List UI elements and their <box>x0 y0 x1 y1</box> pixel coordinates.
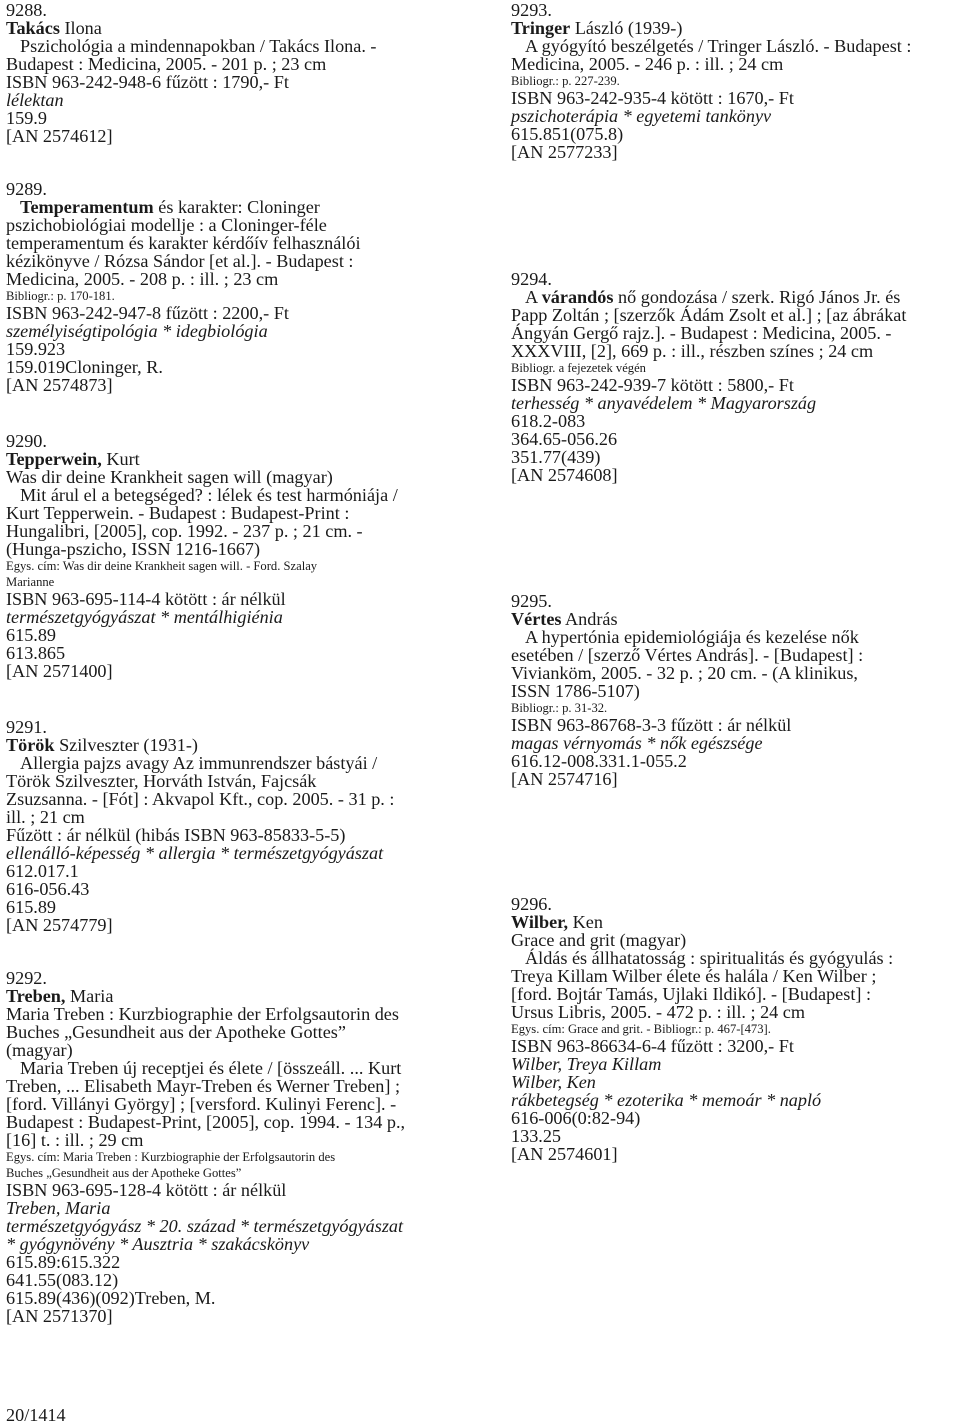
entry-number: 9294. <box>511 269 552 289</box>
entry-number: 9292. <box>6 968 47 988</box>
entry-text: Papp Zoltán ; [szerzők Ádám Zsolt et al.] ; [az ábrákat <box>511 305 907 325</box>
entry-class: 159.9 <box>6 108 47 128</box>
entry-an: [AN 2577233] <box>511 142 618 162</box>
entry-class: 351.77(439) <box>511 447 601 467</box>
entry-title: A várandós nő gondozása / szerk. Rigó János Jr. és <box>525 287 901 307</box>
entry-class: 615.89(436)(092)Treben, M. <box>6 1288 216 1308</box>
entry-text: [16] t. : ill. ; 29 cm <box>6 1130 144 1150</box>
entry-subject: rákbetegség * ezoterika * memoár * napló <box>511 1090 822 1110</box>
entry-text: pszichobiológiai modellje : a Cloninger-féle <box>6 215 327 235</box>
entry-text: Medicina, 2005. - 208 p. : ill. ; 23 cm <box>6 269 279 289</box>
entry-text: Ursus Libris, 2005. - 472 p. : ill. ; 24 cm <box>511 1002 806 1022</box>
entry-added-entry: Treben, Maria <box>6 1198 111 1218</box>
entry-author: Wilber, Ken <box>511 912 603 932</box>
entry-text: Treben, ... Elisabeth Mayr-Treben és Werner Treben] ; <box>6 1076 401 1096</box>
entry-subject: pszichoterápia * egyetemi tankönyv <box>511 106 772 126</box>
entry-number: 9295. <box>511 591 552 611</box>
entry-text: Treya Killam Wilber élete és halála / Ken Wilber ; <box>511 966 877 986</box>
entry-note: Egys. cím: Maria Treben : Kurzbiographie der Erfolgsautorin des <box>6 1150 336 1164</box>
catalog-entry-9288 <box>6 1 481 145</box>
entry-text: XXXVIII, [2], 669 p. : ill., részben színes ; 24 cm <box>511 341 874 361</box>
catalog-entry-9290 <box>6 432 481 680</box>
catalog-entry-9296 <box>511 895 956 1163</box>
catalog-entry-9295 <box>511 592 956 788</box>
entry-isbn: ISBN 963-86634-6-4 fűzött : 3200,- Ft <box>511 1036 794 1056</box>
entry-class: 615.89:615.322 <box>6 1252 121 1272</box>
entry-text: kézikönyve / Rózsa Sándor [et al.]. - Budapest : <box>6 251 354 271</box>
catalog-entry-9292 <box>6 969 481 1325</box>
entry-number: 9289. <box>6 179 47 199</box>
entry-an: [AN 2574779] <box>6 915 113 935</box>
entry-note: Bibliogr. a fejezetek végén <box>511 361 646 375</box>
entry-original-title: (magyar) <box>6 1040 73 1060</box>
entry-an: [AN 2574873] <box>6 375 113 395</box>
entry-title: Maria Treben új receptjei és élete / [összeáll. ... Kurt <box>20 1058 402 1078</box>
entry-note: Bibliogr.: p. 227-239. <box>511 74 620 88</box>
entry-note: Bibliogr.: p. 31-32. <box>511 701 608 715</box>
catalog-entry-9289 <box>6 180 481 394</box>
entry-class: 615.89 <box>6 625 57 645</box>
page-number: 20/1414 <box>6 1405 66 1425</box>
entry-text: Török Szilveszter, Horváth István, Fajcsák <box>6 771 317 791</box>
entry-added-entry: Wilber, Ken <box>511 1072 596 1092</box>
entry-isbn: ISBN 963-695-128-4 kötött : ár nélkül <box>6 1180 287 1200</box>
entry-text: Ángyán Gergő rajz.]. - Budapest : Medicina, 2005. - <box>511 323 892 343</box>
entry-text: Medicina, 2005. - 246 p. : ill. ; 24 cm <box>511 54 784 74</box>
entry-isbn: ISBN 963-695-114-4 kötött : ár nélkül <box>6 589 286 609</box>
entry-author: Tringer László (1939-) <box>511 18 683 38</box>
entry-text: [ford. Bojtár Tamás, Ujlaki Ildikó]. - [Budapest] : <box>511 984 872 1004</box>
entry-text: ill. ; 21 cm <box>6 807 85 827</box>
entry-text: (Hunga-pszicho, ISSN 1216-1667) <box>6 539 261 559</box>
entry-original-title: Grace and grit (magyar) <box>511 930 687 950</box>
entry-title: A hypertónia epidemiológiája és kezelése nők <box>525 627 859 647</box>
entry-title: Áldás és állhatatosság : spiritualitás és gyógyulás : <box>525 948 894 968</box>
entry-text: Hungalibri, [2005], cop. 1992. - 237 p. ; 21 cm. - <box>6 521 363 541</box>
entry-subject: * gyógynövény * Ausztria * szakácskönyv <box>6 1234 310 1254</box>
entry-text: Kurt Tepperwein. - Budapest : Budapest-Print : <box>6 503 350 523</box>
entry-subject: természetgyógyász * 20. század * természetgyógyászat <box>6 1216 404 1236</box>
entry-class: 615.851(075.8) <box>511 124 624 144</box>
entry-subject: természetgyógyászat * mentálhigiénia <box>6 607 283 627</box>
entry-an: [AN 2574716] <box>511 769 618 789</box>
entry-class: 616.12-008.331.1-055.2 <box>511 751 687 771</box>
entry-number: 9293. <box>511 0 552 20</box>
entry-note: Buches „Gesundheit aus der Apotheke Gottes” <box>6 1166 242 1180</box>
entry-title: Temperamentum és karakter: Cloninger <box>20 197 320 217</box>
entry-title: A gyógyító beszélgetés / Tringer László. - Budapest : <box>525 36 912 56</box>
entry-subject: lélektan <box>6 90 64 110</box>
entry-text: Vivianköm, 2005. - 32 p. ; 20 cm. - (A klinikus, <box>511 663 858 683</box>
entry-text: Zsuzsanna. - [Fót] : Akvapol Kft., cop. 2005. - 31 p. : <box>6 789 395 809</box>
entry-original-title: Was dir deine Krankheit sagen will (magyar) <box>6 467 333 487</box>
entry-author: Tepperwein, Kurt <box>6 449 140 469</box>
entry-number: 9291. <box>6 717 47 737</box>
catalog-entry-9291 <box>6 718 481 934</box>
entry-class: 616-056.43 <box>6 879 90 899</box>
entry-subject: ellenálló-képesség * allergia * természetgyógyászat <box>6 843 384 863</box>
entry-note: Marianne <box>6 575 55 589</box>
entry-class: 612.017.1 <box>6 861 79 881</box>
entry-an: [AN 2574612] <box>6 126 113 146</box>
entry-author: Takács Ilona <box>6 18 102 38</box>
entry-note: Egys. cím: Grace and grit. - Bibliogr.: p. 467-[473]. <box>511 1022 771 1036</box>
entry-isbn: ISBN 963-86768-3-3 fűzött : ár nélkül <box>511 715 792 735</box>
entry-text: Budapest : Medicina, 2005. - 201 p. ; 23 cm <box>6 54 327 74</box>
entry-text: [ford. Villányi György] ; [versford. Kulinyi Ferenc]. - <box>6 1094 397 1114</box>
entry-text: ISSN 1786-5107) <box>511 681 640 701</box>
entry-number: 9296. <box>511 894 552 914</box>
entry-note: Egys. cím: Was dir deine Krankheit sagen will. - Ford. Szalay <box>6 559 318 573</box>
entry-subject: személyiségtipológia * idegbiológia <box>6 321 268 341</box>
catalog-entry-9294 <box>511 270 956 484</box>
entry-an: [AN 2574601] <box>511 1144 618 1164</box>
entry-class: 616-006(0:82-94) <box>511 1108 641 1128</box>
entry-title: Pszichológia a mindennapokban / Takács Ilona. - <box>20 36 377 56</box>
entry-added-entry: Wilber, Treya Killam <box>511 1054 662 1074</box>
entry-number: 9288. <box>6 0 47 20</box>
entry-class: 133.25 <box>511 1126 562 1146</box>
entry-an: [AN 2571400] <box>6 661 113 681</box>
entry-an: [AN 2571370] <box>6 1306 113 1326</box>
entry-original-title: Maria Treben : Kurzbiographie der Erfolgsautorin des <box>6 1004 399 1024</box>
entry-subject: terhesség * anyavédelem * Magyarország <box>511 393 817 413</box>
entry-class: 615.89 <box>6 897 57 917</box>
entry-author: Vértes András <box>511 609 618 629</box>
entry-text: temperamentum és karakter kérdőív felhasználói <box>6 233 361 253</box>
entry-class: 159.923 <box>6 339 66 359</box>
entry-text: Budapest : Budapest-Print, [2005], cop. 1994. - 134 p., <box>6 1112 406 1132</box>
entry-class: 364.65-056.26 <box>511 429 618 449</box>
entry-author: Treben, Maria <box>6 986 114 1006</box>
entry-class: 641.55(083.12) <box>6 1270 119 1290</box>
entry-title: Allergia pajzs avagy Az immunrendszer bástyái / <box>20 753 378 773</box>
entry-text: esetében / [szerző Vértes András]. - [Budapest] : <box>511 645 864 665</box>
entry-subject: magas vérnyomás * nők egészsége <box>511 733 763 753</box>
entry-an: [AN 2574608] <box>511 465 618 485</box>
entry-title: Mit árul el a betegséged? : lélek és test harmóniája / <box>20 485 398 505</box>
entry-isbn: ISBN 963-242-948-6 fűzött : 1790,- Ft <box>6 72 289 92</box>
entry-author: Török Szilveszter (1931-) <box>6 735 198 755</box>
entry-class: 159.019Cloninger, R. <box>6 357 163 377</box>
entry-isbn: ISBN 963-242-947-8 fűzött : 2200,- Ft <box>6 303 289 323</box>
entry-isbn: ISBN 963-242-939-7 kötött : 5800,- Ft <box>511 375 794 395</box>
catalog-entry-9293 <box>511 1 956 161</box>
entry-class: 618.2-083 <box>511 411 586 431</box>
entry-class: 613.865 <box>6 643 66 663</box>
entry-isbn: ISBN 963-242-935-4 kötött : 1670,- Ft <box>511 88 794 108</box>
entry-note: Bibliogr.: p. 170-181. <box>6 289 115 303</box>
entry-original-title: Buches „Gesundheit aus der Apotheke Gottes” <box>6 1022 346 1042</box>
entry-number: 9290. <box>6 431 47 451</box>
entry-isbn: Fűzött : ár nélkül (hibás ISBN 963-85833-5-5) <box>6 825 346 845</box>
